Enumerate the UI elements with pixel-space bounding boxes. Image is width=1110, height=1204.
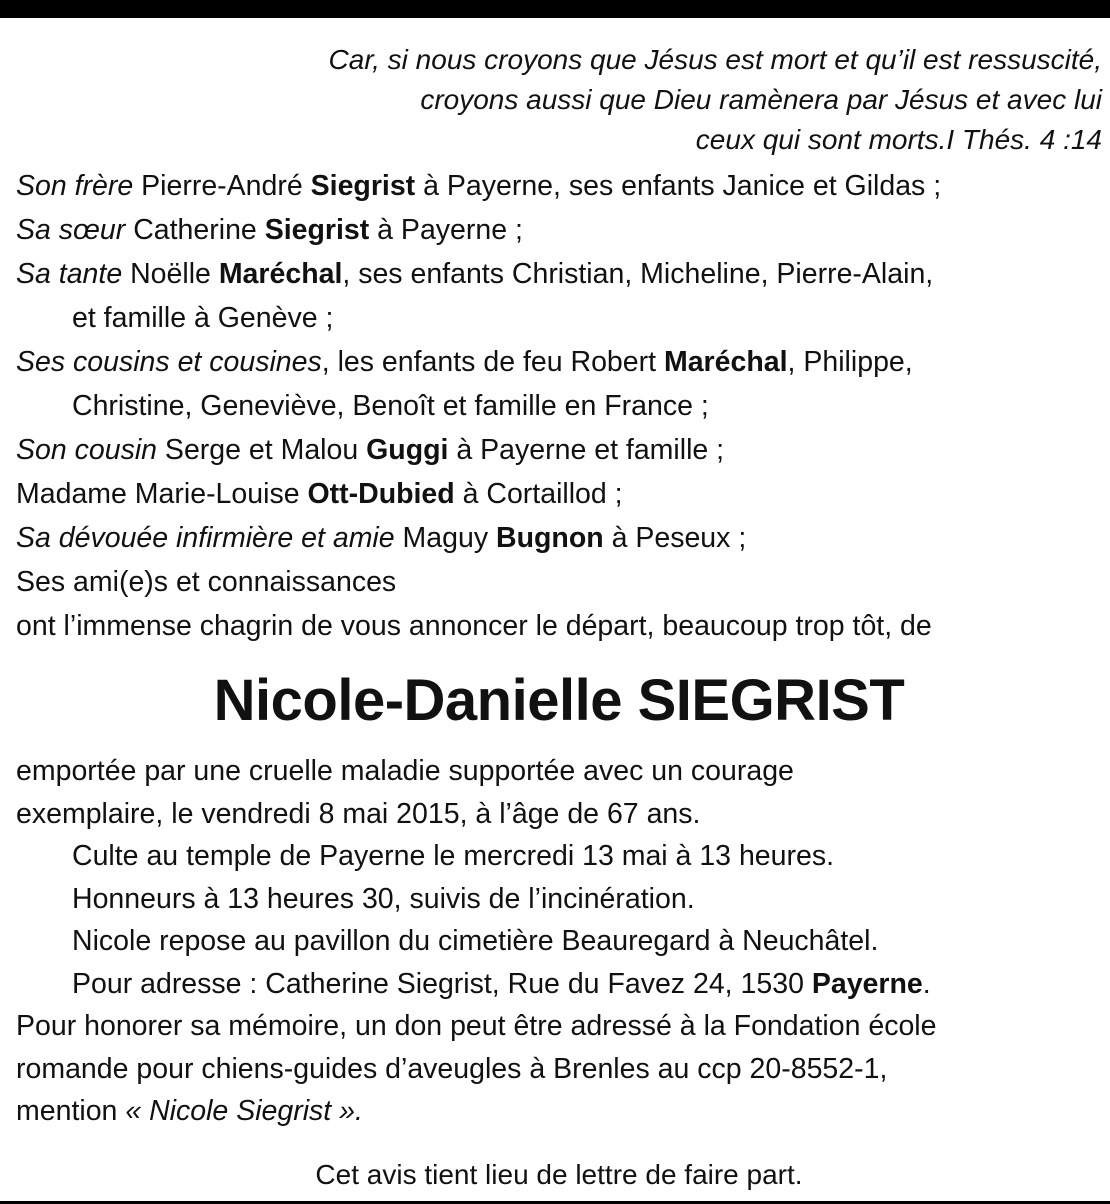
text: Catherine: [125, 214, 265, 246]
verse-line-2: croyons aussi que Dieu ramènera par Jésus et avec lui: [420, 84, 1102, 115]
family-line-cousin: [16, 428, 1102, 472]
text: , ses enfants Christian, Micheline, Pierre-Alain,: [342, 258, 934, 290]
honours-line: Honneurs à 13 heures 30, suivis de l’incinération.: [72, 882, 695, 915]
donation-line-1: Pour honorer sa mémoire, un don peut être adressé à la Fondation école: [16, 1010, 937, 1042]
verse-line-3: ceux qui sont morts.I Thés. 4 :14: [695, 124, 1102, 155]
role: Sa sœur: [16, 214, 126, 246]
family-line-friends: Ses ami(e)s et connaissances: [16, 566, 397, 598]
details-line-2: exemplaire, le vendredi 8 mai 2015, à l’âge de 67 ans.: [16, 797, 701, 830]
surname: Siegrist: [264, 214, 370, 246]
role: Son cousin: [16, 434, 158, 466]
text: à Payerne ;: [369, 214, 523, 246]
text: mention: [16, 1095, 126, 1127]
mention: « Nicole Siegrist ».: [125, 1095, 363, 1127]
family-line-cousins: [16, 340, 1102, 384]
text: Serge et Malou: [157, 434, 367, 466]
role: Sa tante: [16, 258, 123, 290]
obituary-notice: [16, 18, 1102, 1197]
verse-line-1: Car, si nous croyons que Jésus est mort et qu’il est ressuscité,: [328, 44, 1102, 75]
top-rule: [0, 0, 1110, 18]
family-line-aunt-cont: et famille à Genève ;: [72, 302, 334, 334]
address-line: [16, 963, 1102, 1006]
donation-line-3: [16, 1090, 1102, 1133]
surname: Bugnon: [496, 522, 604, 554]
text: à Payerne et famille ;: [448, 434, 725, 466]
text: Pour adresse : Catherine Siegrist, Rue du Favez 24, 1530: [72, 967, 812, 1000]
details-line-1: emportée par une cruelle maladie supportée avec un courage: [16, 755, 794, 787]
surname: Guggi: [366, 434, 449, 466]
text: .: [922, 967, 931, 1000]
role: Ses cousins et cousines: [16, 346, 322, 378]
text: à Cortaillod ;: [454, 478, 623, 510]
city: Payerne: [811, 967, 923, 1000]
rest-line: Nicole repose au pavillon du cimetière Beauregard à Neuchâtel.: [72, 925, 879, 957]
surname: Maréchal: [663, 346, 788, 378]
family-line-nurse: [16, 516, 1102, 560]
text: Noëlle: [122, 258, 219, 290]
family-line-cousins-cont: Christine, Geneviève, Benoît et famille en France ;: [72, 390, 709, 422]
bible-verse: [16, 40, 1102, 160]
text: Pierre-André: [133, 170, 311, 202]
family-list: [16, 164, 1102, 648]
text: Madame Marie-Louise: [16, 478, 308, 510]
text: à Payerne, ses enfants Janice et Gildas ;: [415, 170, 942, 202]
family-line-aunt: [16, 252, 1102, 296]
surname: Siegrist: [310, 170, 416, 202]
family-line-brother: [16, 164, 1102, 208]
details: [16, 750, 1102, 1133]
announcement-line: ont l’immense chagrin de vous annoncer le départ, beaucoup trop tôt, de: [16, 610, 932, 642]
family-line-sister: [16, 208, 1102, 252]
text: Maguy: [394, 522, 497, 554]
deceased-name: Nicole-Danielle SIEGRIST: [213, 668, 905, 733]
text: , Philippe,: [787, 346, 913, 378]
surname: Ott-Dubied: [307, 478, 455, 510]
text: à Peseux ;: [603, 522, 747, 554]
donation-line-2: romande pour chiens-guides d’aveugles à Brenles au ccp 20-8552-1,: [16, 1052, 888, 1085]
role: Son frère: [16, 170, 134, 202]
role: Sa dévouée infirmière et amie: [16, 522, 395, 554]
ceremony-line: Culte au temple de Payerne le mercredi 13 mai à 13 heures.: [72, 840, 834, 872]
closing-line: Cet avis tient lieu de lettre de faire part.: [315, 1158, 803, 1190]
family-line-madame: [16, 472, 1102, 516]
text: , les enfants de feu Robert: [321, 346, 664, 378]
surname: Maréchal: [218, 258, 343, 290]
